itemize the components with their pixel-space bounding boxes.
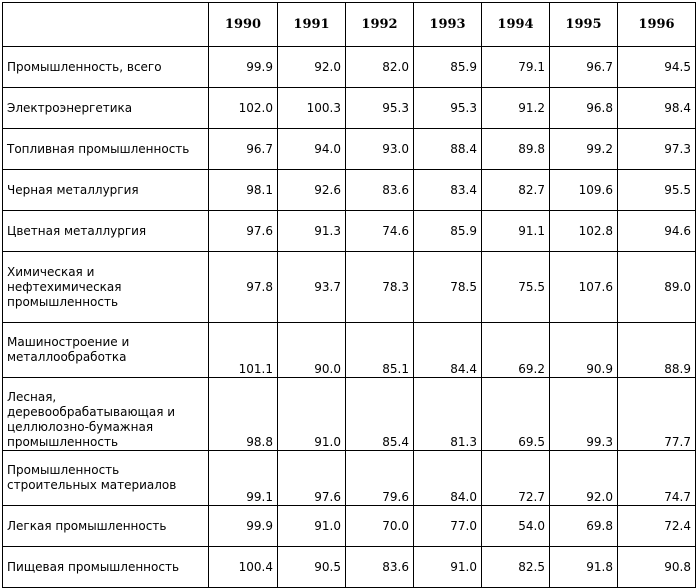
value-cell: 98.8: [209, 378, 278, 451]
year-header: 1992: [346, 3, 414, 47]
value-cell: 88.9: [618, 323, 696, 378]
value-cell: 54.0: [482, 506, 550, 547]
value-cell: 85.9: [414, 47, 482, 88]
value-cell: 72.4: [618, 506, 696, 547]
row-label: Промышленность, всего: [3, 47, 209, 88]
year-header: 1991: [278, 3, 346, 47]
value-cell: 92.0: [278, 47, 346, 88]
value-cell: 99.1: [209, 451, 278, 506]
value-cell: 78.3: [346, 252, 414, 323]
table-row: [3, 451, 696, 506]
value-cell: 95.5: [618, 170, 696, 211]
value-cell: 98.4: [618, 88, 696, 129]
value-cell: 77.0: [414, 506, 482, 547]
value-cell: 90.0: [278, 323, 346, 378]
value-cell: 92.0: [550, 451, 618, 506]
value-cell: 91.0: [414, 547, 482, 588]
value-cell: 93.0: [346, 129, 414, 170]
row-label: Электроэнергетика: [3, 88, 209, 129]
year-header: 1994: [482, 3, 550, 47]
table-row: [3, 88, 696, 129]
value-cell: 82.0: [346, 47, 414, 88]
value-cell: 84.4: [414, 323, 482, 378]
row-label: Цветная металлургия: [3, 211, 209, 252]
table-row: [3, 170, 696, 211]
table-row: [3, 129, 696, 170]
value-cell: 94.0: [278, 129, 346, 170]
value-cell: 89.0: [618, 252, 696, 323]
value-cell: 91.8: [550, 547, 618, 588]
value-cell: 85.9: [414, 211, 482, 252]
value-cell: 88.4: [414, 129, 482, 170]
year-header: 1995: [550, 3, 618, 47]
value-cell: 72.7: [482, 451, 550, 506]
table-row: [3, 506, 696, 547]
value-cell: 90.9: [550, 323, 618, 378]
value-cell: 83.6: [346, 170, 414, 211]
value-cell: 102.0: [209, 88, 278, 129]
row-label: Легкая промышленность: [3, 506, 209, 547]
value-cell: 99.3: [550, 378, 618, 451]
table-row: [3, 378, 696, 451]
industry-index-table: [2, 2, 696, 588]
value-cell: 70.0: [346, 506, 414, 547]
value-cell: 91.0: [278, 506, 346, 547]
value-cell: 101.1: [209, 323, 278, 378]
value-cell: 79.1: [482, 47, 550, 88]
value-cell: 85.4: [346, 378, 414, 451]
value-cell: 99.9: [209, 47, 278, 88]
value-cell: 69.5: [482, 378, 550, 451]
year-header: 1990: [209, 3, 278, 47]
value-cell: 95.3: [346, 88, 414, 129]
row-label: Лесная, деревообрабатывающая и целлюлозно-бумажная промышленность: [3, 378, 209, 451]
value-cell: 94.5: [618, 47, 696, 88]
value-cell: 96.8: [550, 88, 618, 129]
value-cell: 69.2: [482, 323, 550, 378]
table-row: [3, 323, 696, 378]
value-cell: 91.3: [278, 211, 346, 252]
value-cell: 98.1: [209, 170, 278, 211]
value-cell: 93.7: [278, 252, 346, 323]
row-label: Промышленность строительных материалов: [3, 451, 209, 506]
table-row: [3, 252, 696, 323]
value-cell: 82.5: [482, 547, 550, 588]
value-cell: 90.8: [618, 547, 696, 588]
value-cell: 84.0: [414, 451, 482, 506]
value-cell: 69.8: [550, 506, 618, 547]
value-cell: 95.3: [414, 88, 482, 129]
year-header: 1993: [414, 3, 482, 47]
value-cell: 90.5: [278, 547, 346, 588]
value-cell: 96.7: [550, 47, 618, 88]
row-label: Черная металлургия: [3, 170, 209, 211]
value-cell: 77.7: [618, 378, 696, 451]
year-header: 1996: [618, 3, 696, 47]
value-cell: 78.5: [414, 252, 482, 323]
row-label: Топливная промышленность: [3, 129, 209, 170]
value-cell: 107.6: [550, 252, 618, 323]
value-cell: 91.0: [278, 378, 346, 451]
value-cell: 96.7: [209, 129, 278, 170]
value-cell: 79.6: [346, 451, 414, 506]
value-cell: 97.6: [209, 211, 278, 252]
value-cell: 99.9: [209, 506, 278, 547]
table-row: [3, 211, 696, 252]
value-cell: 85.1: [346, 323, 414, 378]
value-cell: 92.6: [278, 170, 346, 211]
row-label: Машиностроение и металлообработка: [3, 323, 209, 378]
table-row: [3, 547, 696, 588]
row-label: Пищевая промышленность: [3, 547, 209, 588]
value-cell: 74.7: [618, 451, 696, 506]
value-cell: 82.7: [482, 170, 550, 211]
value-cell: 97.3: [618, 129, 696, 170]
row-label: Химическая и нефтехимическая промышленность: [3, 252, 209, 323]
table-row: [3, 47, 696, 88]
value-cell: 81.3: [414, 378, 482, 451]
value-cell: 74.6: [346, 211, 414, 252]
value-cell: 97.8: [209, 252, 278, 323]
value-cell: 94.6: [618, 211, 696, 252]
value-cell: 100.3: [278, 88, 346, 129]
value-cell: 97.6: [278, 451, 346, 506]
value-cell: 89.8: [482, 129, 550, 170]
value-cell: 91.1: [482, 211, 550, 252]
header-corner: [3, 3, 209, 47]
value-cell: 75.5: [482, 252, 550, 323]
value-cell: 100.4: [209, 547, 278, 588]
value-cell: 109.6: [550, 170, 618, 211]
value-cell: 91.2: [482, 88, 550, 129]
value-cell: 83.4: [414, 170, 482, 211]
value-cell: 102.8: [550, 211, 618, 252]
value-cell: 83.6: [346, 547, 414, 588]
value-cell: 99.2: [550, 129, 618, 170]
header-row: [3, 3, 696, 47]
